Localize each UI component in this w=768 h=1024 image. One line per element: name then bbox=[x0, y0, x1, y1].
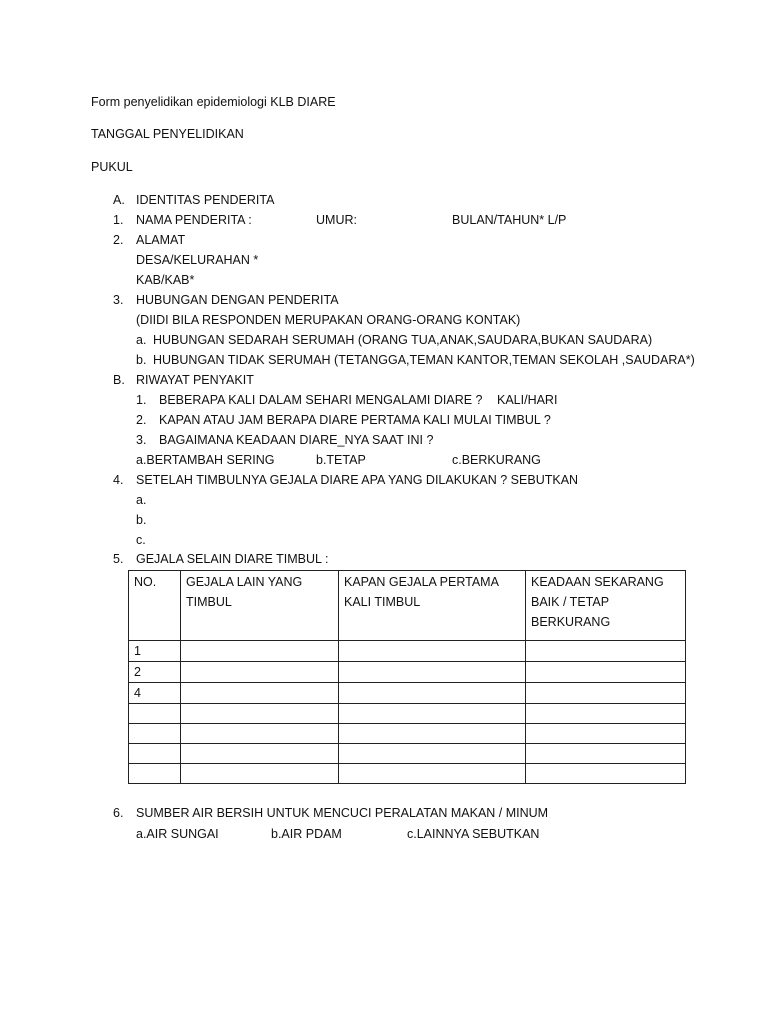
table-row bbox=[129, 662, 686, 683]
section-a-title: IDENTITAS PENDERITA bbox=[136, 193, 275, 207]
cell-gejala[interactable] bbox=[181, 724, 339, 744]
row-number bbox=[129, 744, 181, 764]
pukul-label: PUKUL bbox=[91, 160, 133, 174]
table-row bbox=[129, 704, 686, 724]
row-number: 1 bbox=[129, 641, 181, 662]
hubungan-a-text: HUBUNGAN SEDARAH SERUMAH (ORANG TUA,ANAK,SAUDARA,BUKAN SAUDARA) bbox=[153, 333, 653, 347]
table-header-row bbox=[129, 571, 686, 641]
header-keadaan: KEADAAN SEKARANG BAIK / TETAP BERKURANG bbox=[526, 571, 686, 641]
hubungan-a-marker: a. bbox=[136, 333, 147, 347]
item-6-text: SUMBER AIR BERSIH UNTUK MENCUCI PERALATAN MAKAN / MINUM bbox=[136, 806, 549, 820]
cell-keadaan[interactable] bbox=[526, 704, 686, 724]
cell-kapan[interactable] bbox=[339, 641, 526, 662]
nama-penderita-label: NAMA PENDERITA : bbox=[136, 213, 252, 227]
form-title: Form penyelidikan epidemiologi KLB DIARE bbox=[91, 95, 336, 109]
q3-text: BAGAIMANA KEADAAN DIARE_NYA SAAT INI ? bbox=[159, 433, 434, 447]
item-6-num: 6. bbox=[113, 806, 124, 820]
row-number bbox=[129, 724, 181, 744]
hubungan-note: (DIIDI BILA RESPONDEN MERUPAKAN ORANG-ORANG KONTAK) bbox=[136, 313, 521, 327]
item-4-a: a. bbox=[136, 493, 147, 507]
cell-keadaan[interactable] bbox=[526, 683, 686, 704]
cell-gejala[interactable] bbox=[181, 641, 339, 662]
section-b-title: RIWAYAT PENYAKIT bbox=[136, 373, 254, 387]
q1-num: 1. bbox=[136, 393, 147, 407]
section-a-marker: A. bbox=[113, 193, 125, 207]
q3-num: 3. bbox=[136, 433, 147, 447]
cell-kapan[interactable] bbox=[339, 704, 526, 724]
cell-gejala[interactable] bbox=[181, 683, 339, 704]
row-number bbox=[129, 704, 181, 724]
item-6-option-c: c.LAINNYA SEBUTKAN bbox=[407, 827, 540, 841]
item-1-num: 1. bbox=[113, 213, 124, 227]
table-row bbox=[129, 764, 686, 784]
item-4-b: b. bbox=[136, 513, 147, 527]
item-4-text: SETELAH TIMBULNYA GEJALA DIARE APA YANG DILAKUKAN ? SEBUTKAN bbox=[136, 473, 579, 487]
header-kapan: KAPAN GEJALA PERTAMA KALI TIMBUL bbox=[339, 571, 526, 641]
q1-text: BEBERAPA KALI DALAM SEHARI MENGALAMI DIARE ? bbox=[159, 393, 483, 407]
cell-gejala[interactable] bbox=[181, 662, 339, 683]
item-5-text: GEJALA SELAIN DIARE TIMBUL : bbox=[136, 552, 329, 566]
item-6-option-a: a.AIR SUNGAI bbox=[136, 827, 219, 841]
q3-option-c: c.BERKURANG bbox=[452, 453, 541, 467]
row-number: 4 bbox=[129, 683, 181, 704]
row-number: 2 bbox=[129, 662, 181, 683]
kab-label: KAB/KAB* bbox=[136, 273, 195, 287]
hubungan-b-marker: b. bbox=[136, 353, 147, 367]
alamat-label: ALAMAT bbox=[136, 233, 186, 247]
cell-keadaan[interactable] bbox=[526, 641, 686, 662]
item-2-num: 2. bbox=[113, 233, 124, 247]
item-5-num: 5. bbox=[113, 552, 124, 566]
cell-kapan[interactable] bbox=[339, 724, 526, 744]
desa-label: DESA/KELURAHAN * bbox=[136, 253, 259, 267]
item-4-c: c. bbox=[136, 533, 146, 547]
cell-gejala[interactable] bbox=[181, 744, 339, 764]
q2-num: 2. bbox=[136, 413, 147, 427]
q1-unit: KALI/HARI bbox=[497, 393, 558, 407]
hubungan-b-text: HUBUNGAN TIDAK SERUMAH (TETANGGA,TEMAN KANTOR,TEMAN SEKOLAH ,SAUDARA*) bbox=[153, 353, 695, 367]
cell-keadaan[interactable] bbox=[526, 724, 686, 744]
section-b-marker: B. bbox=[113, 373, 125, 387]
row-number bbox=[129, 764, 181, 784]
umur-label: UMUR: bbox=[316, 213, 357, 227]
item-4-num: 4. bbox=[113, 473, 124, 487]
cell-keadaan[interactable] bbox=[526, 744, 686, 764]
header-no: NO. bbox=[129, 571, 181, 641]
tanggal-label: TANGGAL PENYELIDIKAN bbox=[91, 127, 244, 141]
q3-option-a: a.BERTAMBAH SERING bbox=[136, 453, 275, 467]
cell-kapan[interactable] bbox=[339, 683, 526, 704]
cell-kapan[interactable] bbox=[339, 764, 526, 784]
item-6-option-b: b.AIR PDAM bbox=[271, 827, 342, 841]
cell-kapan[interactable] bbox=[339, 662, 526, 683]
table-row bbox=[129, 641, 686, 662]
table-row bbox=[129, 724, 686, 744]
q2-text: KAPAN ATAU JAM BERAPA DIARE PERTAMA KALI MULAI TIMBUL ? bbox=[159, 413, 551, 427]
item-3-num: 3. bbox=[113, 293, 124, 307]
cell-kapan[interactable] bbox=[339, 744, 526, 764]
cell-gejala[interactable] bbox=[181, 704, 339, 724]
cell-keadaan[interactable] bbox=[526, 662, 686, 683]
table-row bbox=[129, 744, 686, 764]
cell-keadaan[interactable] bbox=[526, 764, 686, 784]
gejala-table bbox=[128, 570, 686, 784]
q3-option-b: b.TETAP bbox=[316, 453, 366, 467]
bulan-tahun-label: BULAN/TAHUN* L/P bbox=[452, 213, 567, 227]
cell-gejala[interactable] bbox=[181, 764, 339, 784]
table-row bbox=[129, 683, 686, 704]
hubungan-title: HUBUNGAN DENGAN PENDERITA bbox=[136, 293, 339, 307]
header-gejala: GEJALA LAIN YANG TIMBUL bbox=[181, 571, 339, 641]
